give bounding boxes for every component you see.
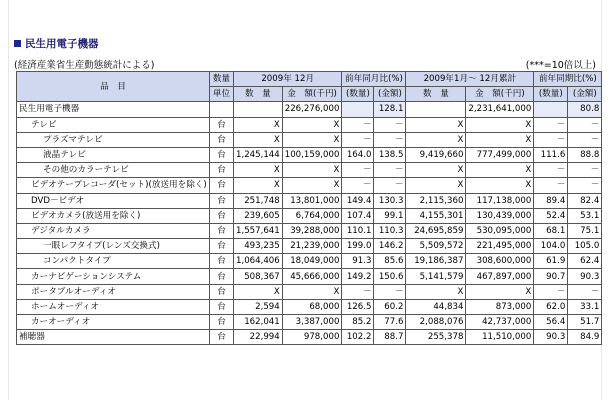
cell-name: 一眼レフタイプ(レンズ交換式) <box>17 239 210 254</box>
cell-cum-qty: X <box>406 178 466 193</box>
cell-name: テレビ <box>17 117 210 132</box>
cell-cum-amt: 467,897,000 <box>466 269 534 284</box>
section-heading <box>14 36 99 50</box>
cell-yc-amt: 33.1 <box>568 299 602 314</box>
cell-unit: 台 <box>210 132 234 147</box>
cell-yc-amt: 75.1 <box>568 223 602 238</box>
table-row <box>17 178 602 193</box>
cell-yoy-qty: 102.2 <box>342 330 374 345</box>
cell-yc-amt: 105.0 <box>568 239 602 254</box>
cell-yoy-amt: 138.5 <box>374 147 406 162</box>
table-row <box>17 163 602 178</box>
cell-yoy-qty: 149.2 <box>342 269 374 284</box>
cell-dec-amt: X <box>282 178 342 193</box>
cell-yc-amt: 53.1 <box>568 208 602 223</box>
cell-yc-qty: 62.0 <box>534 299 568 314</box>
cell-cum-qty: 5,509,572 <box>406 239 466 254</box>
cell-yoy-amt: 60.2 <box>374 299 406 314</box>
cell-unit: 台 <box>210 163 234 178</box>
table-row <box>17 269 602 284</box>
cell-cum-amt: X <box>466 284 534 299</box>
cell-yc-qty: 89.4 <box>534 193 568 208</box>
cell-unit: 台 <box>210 299 234 314</box>
cell-name: プラズマテレビ <box>17 132 210 147</box>
cell-yc-qty: － <box>534 117 568 132</box>
cell-yc-qty: 111.6 <box>534 147 568 162</box>
cell-dec-amt: 978,000 <box>282 330 342 345</box>
cell-cum-amt: 11,510,000 <box>466 330 534 345</box>
cell-yoy-amt: － <box>374 117 406 132</box>
header-yoy-qty: (数量) <box>342 87 374 102</box>
cell-name: コンパクトタイプ <box>17 254 210 269</box>
cell-dec-amt: X <box>282 117 342 132</box>
cell-yoy-qty: － <box>342 117 374 132</box>
cell-name: ホームオーディオ <box>17 299 210 314</box>
header-yoy-amt: (金額) <box>374 87 406 102</box>
cell-cum-amt: 777,499,000 <box>466 147 534 162</box>
cell-yoy-amt: － <box>374 284 406 299</box>
source-note: (経済産業省生産動態統計による) <box>14 60 155 71</box>
cell-yc-amt: 62.4 <box>568 254 602 269</box>
cell-dec-qty: X <box>234 178 283 193</box>
header-item: 品 目 <box>17 72 210 102</box>
cell-unit: 台 <box>210 117 234 132</box>
cell-yoy-qty: － <box>342 178 374 193</box>
cell-yoy-qty: 126.5 <box>342 299 374 314</box>
table-row <box>17 193 602 208</box>
cell-yc-qty: 61.9 <box>534 254 568 269</box>
cell-cum-amt: 221,495,000 <box>466 239 534 254</box>
left-border <box>8 0 9 400</box>
cell-yc-qty: － <box>534 178 568 193</box>
cell-yc-amt: 51.7 <box>568 315 602 330</box>
cell-cum-qty: 2,088,076 <box>406 315 466 330</box>
cell-dec-amt: 3,387,000 <box>282 315 342 330</box>
cell-dec-amt: 226,276,000 <box>282 102 342 117</box>
table-row <box>17 284 602 299</box>
cell-yoy-amt: 77.6 <box>374 315 406 330</box>
cell-yoy-amt: 146.2 <box>374 239 406 254</box>
cell-yoy-amt: － <box>374 178 406 193</box>
cell-cum-qty: 255,378 <box>406 330 466 345</box>
cell-name: デジタルカメラ <box>17 223 210 238</box>
cell-dec-qty: X <box>234 163 283 178</box>
cell-dec-amt: X <box>282 163 342 178</box>
cell-cum-qty: 4,155,301 <box>406 208 466 223</box>
header-cum: 2009年1月～ 12月累計 <box>406 72 534 87</box>
cell-yc-qty: 52.4 <box>534 208 568 223</box>
cell-name: ポータブルオーディオ <box>17 284 210 299</box>
cell-unit: 台 <box>210 254 234 269</box>
cell-unit: 台 <box>210 208 234 223</box>
cell-yoy-qty: 110.1 <box>342 223 374 238</box>
cell-cum-qty: X <box>406 163 466 178</box>
cell-cum-amt: X <box>466 117 534 132</box>
cell-dec-qty: 251,748 <box>234 193 283 208</box>
cell-dec-qty: 22,994 <box>234 330 283 345</box>
cell-yc-qty: 104.0 <box>534 239 568 254</box>
cell-dec-qty: X <box>234 284 283 299</box>
cell-cum-qty: 24,695,859 <box>406 223 466 238</box>
cell-dec-amt: 39,288,000 <box>282 223 342 238</box>
cell-cum-amt: 2,231,641,000 <box>466 102 534 117</box>
cell-cum-amt: 130,439,000 <box>466 208 534 223</box>
cell-dec-qty: 162,041 <box>234 315 283 330</box>
cell-yc-qty: 90.7 <box>534 269 568 284</box>
cell-cum-qty: X <box>406 132 466 147</box>
cell-yc-amt: － <box>568 178 602 193</box>
header-cum-qty: 数 量 <box>406 87 466 102</box>
cell-yc-qty: － <box>534 163 568 178</box>
cell-cum-qty: 19,186,387 <box>406 254 466 269</box>
cell-name: 液晶テレビ <box>17 147 210 162</box>
table-row <box>17 330 602 345</box>
cell-name: カーナビゲーションシステム <box>17 269 210 284</box>
cell-cum-amt: 530,095,000 <box>466 223 534 238</box>
cell-yoy-qty: 85.2 <box>342 315 374 330</box>
table-row <box>17 254 602 269</box>
page-title: 民生用電子機器 <box>25 37 99 50</box>
cell-unit: 台 <box>210 178 234 193</box>
cell-yoy-amt: 99.1 <box>374 208 406 223</box>
cell-yoy-qty <box>342 102 374 117</box>
cell-dec-qty: 508,367 <box>234 269 283 284</box>
header-yoy-dec: 前年同月比(%) <box>342 72 406 87</box>
header-unit-sub: 単位 <box>210 87 234 102</box>
cell-yoy-qty: － <box>342 284 374 299</box>
cell-cum-amt: X <box>466 178 534 193</box>
cell-yc-qty: － <box>534 132 568 147</box>
heading-square-icon <box>14 40 21 47</box>
cell-yc-amt: 90.3 <box>568 269 602 284</box>
table-row <box>17 315 602 330</box>
cell-unit: 台 <box>210 239 234 254</box>
cell-name: 補聴器 <box>17 330 210 345</box>
header-yc-qty: (数量) <box>534 87 568 102</box>
cell-yc-amt: 80.8 <box>568 102 602 117</box>
cell-cum-amt: 308,600,000 <box>466 254 534 269</box>
cell-yc-amt: 84.9 <box>568 330 602 345</box>
cell-yc-amt: － <box>568 284 602 299</box>
cell-cum-qty: 44,834 <box>406 299 466 314</box>
cell-yc-amt: 88.8 <box>568 147 602 162</box>
cell-name: カーオーディオ <box>17 315 210 330</box>
cell-yoy-amt: － <box>374 163 406 178</box>
cell-cum-qty: X <box>406 117 466 132</box>
cell-cum-qty: 2,115,360 <box>406 193 466 208</box>
cell-yoy-amt: 130.3 <box>374 193 406 208</box>
cell-unit: 台 <box>210 330 234 345</box>
statistics-table <box>16 71 602 345</box>
cell-yoy-qty: 199.0 <box>342 239 374 254</box>
cell-unit <box>210 102 234 117</box>
cell-dec-amt: 100,159,000 <box>282 147 342 162</box>
cell-yoy-amt: 128.1 <box>374 102 406 117</box>
cell-name: ビデオテープレコーダ(セット)(放送用を除く) <box>17 178 210 193</box>
cell-yoy-amt: 110.3 <box>374 223 406 238</box>
cell-dec-amt: 68,000 <box>282 299 342 314</box>
cell-dec-amt: 18,049,000 <box>282 254 342 269</box>
cell-dec-amt: 21,239,000 <box>282 239 342 254</box>
table-row <box>17 117 602 132</box>
header-yoy-cum: 前年同期比(%) <box>534 72 602 87</box>
cell-yoy-amt: 150.6 <box>374 269 406 284</box>
cell-dec-qty: 1,064,406 <box>234 254 283 269</box>
cell-dec-amt: 6,764,000 <box>282 208 342 223</box>
table-row <box>17 147 602 162</box>
cell-yc-qty: 56.4 <box>534 315 568 330</box>
cell-unit: 台 <box>210 193 234 208</box>
unit-note: (***=10倍以上) <box>525 60 596 71</box>
header-row-1 <box>17 72 602 87</box>
cell-yoy-qty: 107.4 <box>342 208 374 223</box>
cell-yoy-qty: 149.4 <box>342 193 374 208</box>
cell-name: その他のカラーテレビ <box>17 163 210 178</box>
cell-name: DVD－ビデオ <box>17 193 210 208</box>
cell-dec-amt: 13,801,000 <box>282 193 342 208</box>
cell-unit: 台 <box>210 269 234 284</box>
cell-yc-qty: 68.1 <box>534 223 568 238</box>
cell-yc-qty <box>534 102 568 117</box>
cell-cum-amt: 117,138,000 <box>466 193 534 208</box>
cell-cum-amt: X <box>466 163 534 178</box>
table-row <box>17 208 602 223</box>
cell-dec-amt: X <box>282 284 342 299</box>
cell-dec-qty: 1,557,641 <box>234 223 283 238</box>
cell-cum-amt: X <box>466 132 534 147</box>
cell-yoy-amt: 85.6 <box>374 254 406 269</box>
cell-dec-qty: 1,245,144 <box>234 147 283 162</box>
header-yc-amt: (金額) <box>568 87 602 102</box>
cell-yc-qty: － <box>534 284 568 299</box>
cell-dec-amt: 45,666,000 <box>282 269 342 284</box>
cell-cum-qty <box>406 102 466 117</box>
cell-cum-amt: 42,737,000 <box>466 315 534 330</box>
cell-cum-qty: 9,419,660 <box>406 147 466 162</box>
header-dec: 2009年 12月 <box>234 72 342 87</box>
cell-dec-qty: X <box>234 132 283 147</box>
cell-dec-qty: 239,605 <box>234 208 283 223</box>
cell-yc-amt: 82.4 <box>568 193 602 208</box>
cell-dec-qty: 493,235 <box>234 239 283 254</box>
cell-dec-qty: 2,594 <box>234 299 283 314</box>
cell-unit: 台 <box>210 147 234 162</box>
table-row <box>17 299 602 314</box>
cell-yoy-qty: 164.0 <box>342 147 374 162</box>
cell-yoy-qty: － <box>342 132 374 147</box>
cell-cum-qty: X <box>406 284 466 299</box>
cell-unit: 台 <box>210 315 234 330</box>
cell-name: 民生用電子機器 <box>17 102 210 117</box>
cell-yoy-qty: － <box>342 163 374 178</box>
cell-yc-amt: － <box>568 117 602 132</box>
header-dec-qty: 数 量 <box>234 87 283 102</box>
header-dec-amt: 金 額(千円) <box>282 87 342 102</box>
cell-unit: 台 <box>210 223 234 238</box>
cell-unit: 台 <box>210 284 234 299</box>
table-row <box>17 132 602 147</box>
header-unit: 数量 <box>210 72 234 87</box>
table-row <box>17 239 602 254</box>
header-cum-amt: 金 額(千円) <box>466 87 534 102</box>
cell-yc-qty: 90.3 <box>534 330 568 345</box>
cell-dec-qty: X <box>234 117 283 132</box>
cell-yoy-qty: 91.3 <box>342 254 374 269</box>
cell-dec-amt: X <box>282 132 342 147</box>
cell-yc-amt: － <box>568 132 602 147</box>
cell-yc-amt: － <box>568 163 602 178</box>
cell-cum-amt: 873,000 <box>466 299 534 314</box>
cell-yoy-amt: 88.7 <box>374 330 406 345</box>
table-row <box>17 223 602 238</box>
table-row <box>17 102 602 117</box>
cell-cum-qty: 5,141,579 <box>406 269 466 284</box>
cell-yoy-amt: － <box>374 132 406 147</box>
cell-dec-qty <box>234 102 283 117</box>
cell-name: ビデオカメラ(放送用を除く) <box>17 208 210 223</box>
